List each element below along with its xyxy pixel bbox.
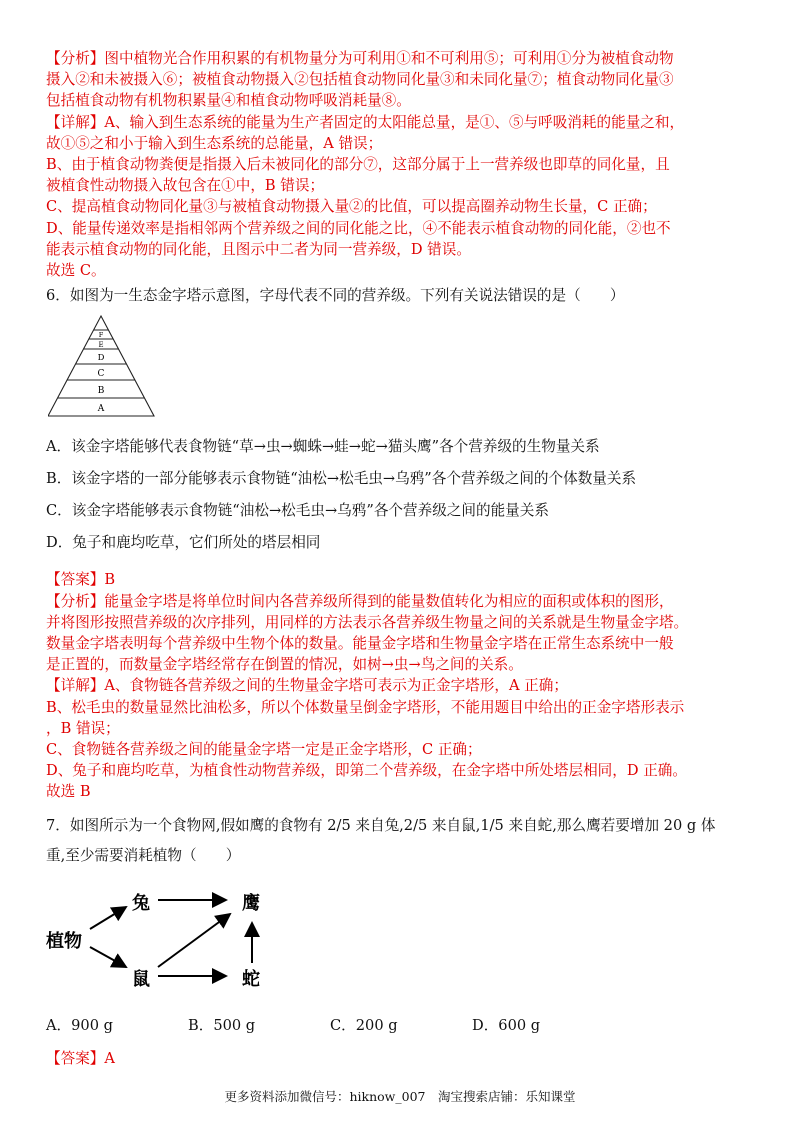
node-plant: 植物 (46, 930, 82, 952)
stem-line: 重,至少需要消耗植物（ ） (46, 846, 241, 864)
arrow-mouse-to-eagle (158, 914, 230, 967)
analysis-line: 包括植食动物有机物积累量④和植食动物呼吸消耗量⑧。 (46, 92, 411, 110)
detail-line: B、由于植食动物粪便是指摄入后未被同化的部分⑦，这部分属于上一营养级也即草的同化量，且 (46, 156, 670, 174)
choice-b: B．500 g (188, 1016, 256, 1034)
choice-d: D．600 g (472, 1016, 541, 1034)
detail-line: C、提高植食动物同化量③与被植食动物摄入量②的比值，可以提高圈养动物生长量，C 正确； (46, 198, 657, 216)
analysis-line: 数量金字塔表明每个营养级中生物个体的数量。能量金字塔和生物量金字塔在正常生态系统中一般 (46, 635, 674, 653)
analysis-line: 并将图形按照营养级的次序排列，用同样的方法表示各营养级生物量之间的关系就是生物量金字塔。 (46, 613, 689, 631)
tier-label-c: C (97, 369, 105, 380)
food-web-figure (46, 881, 306, 1001)
option-a: A．该金字塔能够代表食物链“草→虫→蜘蛛→蛙→蛇→猫头鹰”各个营养级的生物量关系 (46, 438, 600, 456)
question-7-stem (46, 811, 758, 871)
analysis-line: 是正置的，而数量金字塔经常存在倒置的情况，如树→虫→鸟之间的关系。 (46, 656, 523, 674)
node-eagle: 鹰 (242, 892, 260, 914)
ecological-pyramid-figure (48, 314, 158, 418)
prev-analysis (46, 48, 758, 112)
detail-line: ，B 错误； (46, 719, 120, 737)
analysis-line: 【分析】图中植物光合作用积累的有机物量分为可利用①和不可利用⑤；可利用①分为被植食动物 (46, 50, 674, 67)
question-6-options (46, 436, 758, 553)
detail-line: D、兔子和鹿均吃草，为植食性动物营养级，即第二个营养级，在金字塔中所处塔层相同，D 正确。 (46, 762, 687, 780)
tier-label-a: A (97, 404, 105, 415)
detail-line: D、能量传递效率是指相邻两个营养级之间的同化能之比，④不能表示植食动物的同化能，②也不 (46, 219, 671, 237)
question-7-choices (46, 1015, 758, 1036)
question-6-solution (46, 569, 758, 802)
option-d: D．兔子和鹿均吃草，它们所处的塔层相同 (46, 534, 321, 552)
node-snake: 蛇 (242, 968, 260, 990)
tier-label-e: E (98, 341, 104, 350)
arrow-plant-to-mouse (90, 947, 126, 967)
tier-label-b: B (97, 386, 105, 397)
pyramid-svg (48, 314, 158, 418)
arrow-plant-to-rabbit (90, 907, 126, 929)
detail-line: 故选 C。 (46, 262, 106, 280)
detail-line: 能表示植食动物的同化能，且图示中二者为同一营养级，D 错误。 (46, 240, 471, 258)
analysis-line: 【分析】能量金字塔是将单位时间内各营养级所得到的能量数值转化为相应的面积或体积的图形， (46, 592, 674, 610)
tier-label-d: D (97, 353, 105, 364)
detail-line: 被植食性动物摄入故包含在①中，B 错误； (46, 177, 325, 195)
page-footer: 更多资料添加微信号：hiknow_007 淘宝搜索店铺：乐知课堂 (224, 1089, 576, 1104)
option-c: C．该金字塔能够表示食物链“油松→松毛虫→乌鸦”各个营养级之间的能量关系 (46, 502, 549, 520)
node-rabbit: 兔 (132, 892, 150, 914)
detail-line: 【详解】A、食物链各营养级之间的生物量金字塔可表示为正金字塔形，A 正确； (46, 677, 568, 695)
option-b: B．该金字塔的一部分能够表示食物链“油松→松毛虫→乌鸦”各个营养级之间的个体数量关系 (46, 470, 637, 488)
question-7-answer: 【答案】A (46, 1049, 115, 1067)
detail-line: B、松毛虫的数量显然比油松多，所以个体数量呈倒金字塔形，不能用题目中给出的正金字塔形表示 (46, 698, 685, 716)
node-mouse: 鼠 (132, 968, 150, 990)
stem-line: 7．如图所示为一个食物网,假如鹰的食物有 2/5 来自兔,2/5 来自鼠,1/5 来自蛇,那么鹰若要增加 20 g 体 (46, 816, 716, 834)
document-page (46, 48, 758, 1069)
answer-label: 【答案】B (46, 571, 116, 589)
question-6-stem: 6．如图为一生态金字塔示意图，字母代表不同的营养级。下列有关说法错误的是（ ） (46, 287, 625, 305)
detail-line: 故选 B (46, 783, 91, 801)
prev-detail (46, 112, 758, 282)
analysis-line: 摄入②和未被摄入⑥；被植食动物摄入②包括植食动物同化量③和未同化量⑦；植食动物同化量③ (46, 71, 674, 89)
choice-c: C．200 g (330, 1016, 398, 1034)
detail-line: C、食物链各营养级之间的能量金字塔一定是正金字塔形，C 正确； (46, 741, 482, 759)
detail-line: 【详解】A、输入到生态系统的能量为生产者固定的太阳能总量，是①、⑤与呼吸消耗的能量之和， (46, 113, 685, 131)
tier-label-f: F (98, 331, 104, 340)
choice-a: A．900 g (46, 1016, 113, 1034)
detail-line: 故①⑤之和小于输入到生态系统的总能量，A 错误； (46, 134, 383, 152)
food-web-arrows (46, 881, 306, 1001)
